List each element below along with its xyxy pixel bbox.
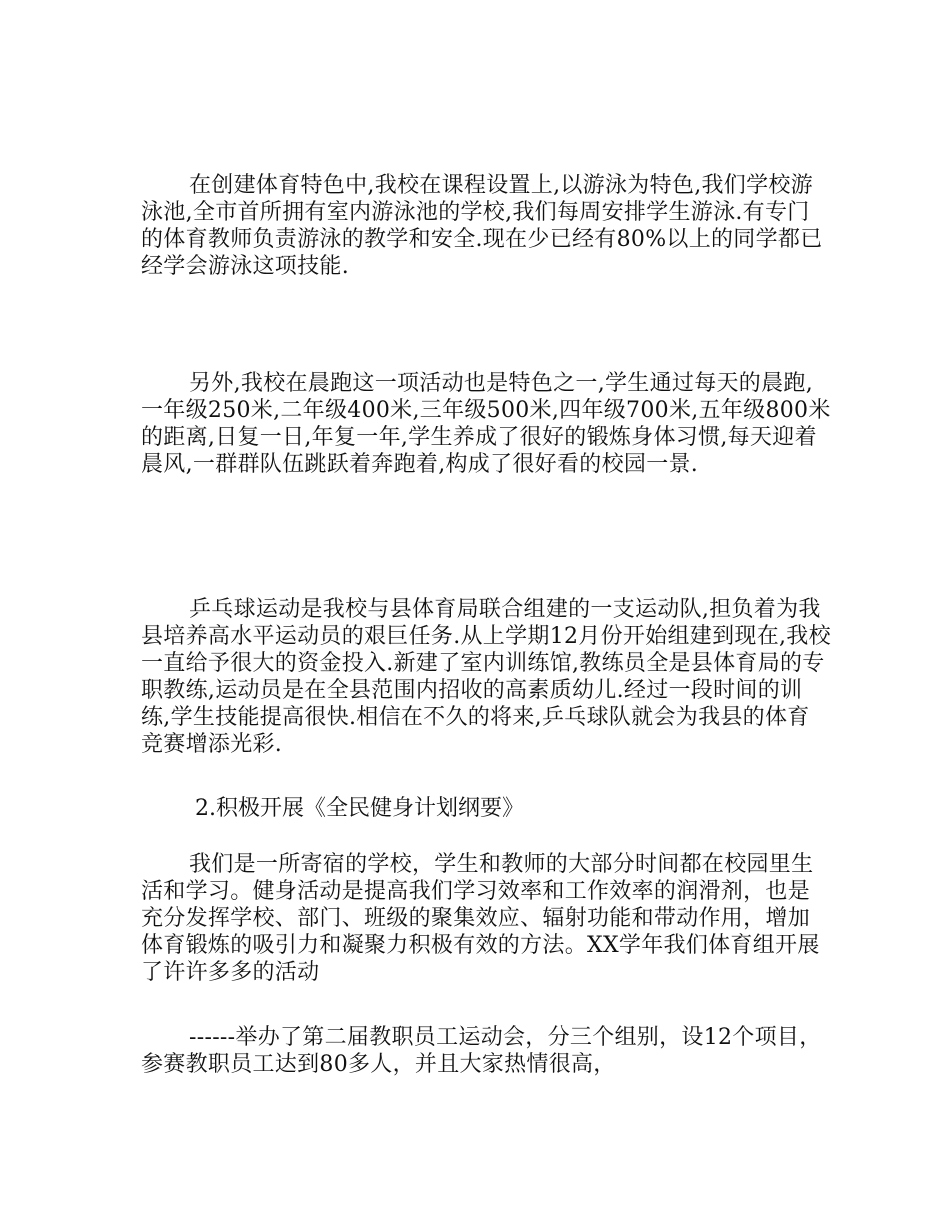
paragraph-fitness-activities: 我们是一所寄宿的学校，学生和教师的大部分时间都在校园里生活和学习。健身活动是提高我们学习效率和工作效率的润滑剂，也是充分发挥学校、部门、班级的聚集效应、辐射功能和带动作用，增加体育锻炼的吸引力和凝聚力积极有效的方法。XX学年我们体育组开展了许许多多的活动 [141,852,820,985]
paragraph-morning-run: 另外,我校在晨跑这一项活动也是特色之一,学生通过每天的晨跑,一年级250米,二年级400米,三年级500米,四年级700米,五年级800米的距离,日复一日,年复一年,学生养成了很好的锻炼身体习惯,每天迎着晨风,一群群队伍跳跃着奔跑着,构成了很好看的校园一景. [141,371,831,477]
paragraph-table-tennis: 乒乓球运动是我校与县体育局联合组建的一支运动队,担负着为我县培养高水平运动员的艰巨任务.从上学期12月份开始组建到现在,我校一直给予很大的资金投入.新建了室内训练馆,教练员全是县体育局的专职教练,运动员是在全县范围内招收的高素质幼儿.经过一段时间的训练,学生技能提高很快.相信在不久的将来,乒乓球队就会为我县的体育竞赛增添光彩. [141,597,831,757]
paragraph-swimming: 在创建体育特色中,我校在课程设置上,以游泳为特色,我们学校游泳池,全市首所拥有室内游泳池的学校,我们每周安排学生游泳.有专门的体育教师负责游泳的教学和安全.现在少已经有80%以上的同学都已经学会游泳这项技能. [141,173,823,279]
paragraph-staff-sports-meet: ------举办了第二届教职员工运动会，分三个组别，设12个项目，参赛教职员工达到80多人，并且大家热情很高， [141,1025,822,1077]
section-heading: 2.积极开展《全民健身计划纲要》 [195,796,524,821]
